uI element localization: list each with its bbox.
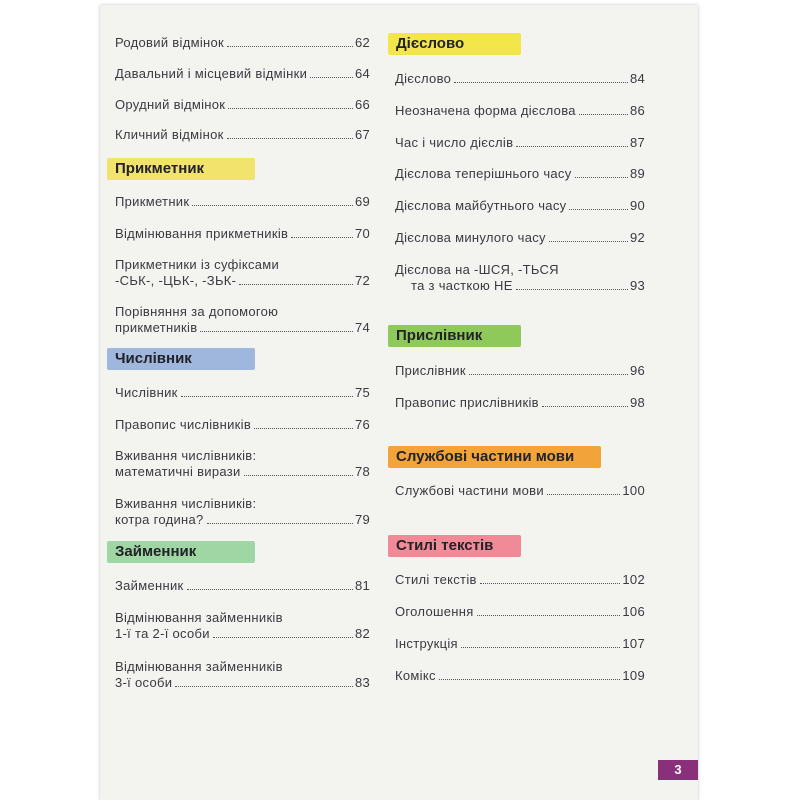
leader-dots — [575, 177, 628, 178]
toc-entry — [115, 417, 370, 433]
entry-page: 109 — [622, 668, 645, 683]
toc-entry — [115, 448, 370, 480]
entry-title-line1: Відмінювання займенників — [115, 610, 283, 625]
leader-dots — [227, 138, 353, 139]
entry-page: 62 — [354, 35, 370, 50]
leader-dots — [239, 284, 353, 285]
leader-dots — [187, 589, 353, 590]
entry-page: 82 — [354, 626, 370, 641]
entry-title: прикметників — [115, 320, 198, 335]
toc-entry — [395, 483, 645, 499]
entry-title: Прислівник — [395, 363, 466, 378]
entry-page: 93 — [629, 278, 645, 293]
entry-page: 86 — [629, 103, 645, 118]
entry-title-line1: Дієслова на -ШСЯ, -ТЬСЯ — [395, 262, 559, 277]
toc-entry — [395, 71, 645, 87]
toc-entry — [395, 103, 645, 119]
entry-page: 107 — [622, 636, 645, 651]
toc-entry — [115, 194, 370, 210]
entry-page: 70 — [354, 226, 370, 241]
section-heading-verb: Дієслово — [388, 33, 521, 55]
toc-entry — [395, 230, 645, 246]
section-heading-numeral: Числівник — [107, 348, 255, 370]
toc-entry — [115, 304, 370, 336]
entry-title: Комікс — [395, 668, 436, 683]
entry-title: Неозначена форма дієслова — [395, 103, 576, 118]
entry-title: Стилі текстів — [395, 572, 477, 587]
entry-title-line1: Вживання числівників: — [115, 496, 257, 511]
leader-dots — [175, 686, 353, 687]
entry-page: 78 — [354, 464, 370, 479]
entry-title: математичні вирази — [115, 464, 241, 479]
entry-title: Прикметник — [115, 194, 190, 209]
entry-title: Займенник — [115, 578, 184, 593]
entry-title: Правопис числівників — [115, 417, 252, 432]
toc-entry — [115, 66, 370, 82]
page-number-badge: 3 — [658, 760, 698, 780]
entry-page: 100 — [622, 483, 645, 498]
entry-page: 83 — [354, 675, 370, 690]
leader-dots — [181, 396, 353, 397]
entry-title-line1: Вживання числівників: — [115, 448, 257, 463]
section-heading-adjective: Прикметник — [107, 158, 255, 180]
leader-dots — [254, 428, 353, 429]
section-heading-adverb: Прислівник — [388, 325, 521, 347]
toc-entry — [115, 578, 370, 594]
leader-dots — [516, 289, 628, 290]
toc-entry — [115, 127, 370, 143]
entry-title: Оголошення — [395, 604, 474, 619]
entry-title: Дієслова минулого часу — [395, 230, 546, 245]
entry-title: Правопис прислівників — [395, 395, 539, 410]
entry-page: 98 — [629, 395, 645, 410]
entry-page: 69 — [354, 194, 370, 209]
entry-page: 102 — [622, 572, 645, 587]
toc-entry — [395, 166, 645, 182]
leader-dots — [542, 406, 628, 407]
entry-title: 1-ї та 2-ї особи — [115, 626, 210, 641]
leader-dots — [579, 114, 628, 115]
toc-entry — [395, 395, 645, 411]
toc-entry — [395, 135, 645, 151]
entry-page: 75 — [354, 385, 370, 400]
entry-page: 84 — [629, 71, 645, 86]
entry-page: 89 — [629, 166, 645, 181]
leader-dots — [228, 108, 353, 109]
entry-title: та з часткою НЕ — [411, 278, 513, 293]
entry-page: 79 — [354, 512, 370, 527]
entry-page: 106 — [622, 604, 645, 619]
toc-entry — [395, 572, 645, 588]
section-heading-text-styles: Стилі текстів — [388, 535, 521, 557]
toc-entry — [115, 226, 370, 242]
toc-entry — [395, 198, 645, 214]
entry-title: Родовий відмінок — [115, 35, 225, 50]
leader-dots — [200, 331, 353, 332]
entry-page: 81 — [354, 578, 370, 593]
entry-title: Числівник — [115, 385, 178, 400]
entry-title: -СЬК-, -ЦЬК-, -ЗЬК- — [115, 273, 237, 288]
entry-title: Дієслова теперішнього часу — [395, 166, 572, 181]
section-heading-pronoun: Займенник — [107, 541, 255, 563]
leader-dots — [310, 77, 353, 78]
entry-page: 76 — [354, 417, 370, 432]
toc-entry — [395, 262, 645, 294]
leader-dots — [549, 241, 628, 242]
entry-title: Кличний відмінок — [115, 127, 224, 142]
entry-page: 92 — [629, 230, 645, 245]
entry-page: 74 — [354, 320, 370, 335]
leader-dots — [569, 209, 628, 210]
leader-dots — [439, 679, 621, 680]
leader-dots — [227, 46, 353, 47]
toc-entry — [395, 604, 645, 620]
toc-entry — [115, 257, 370, 289]
toc-entry — [395, 636, 645, 652]
entry-title: Дієслово — [395, 71, 452, 86]
leader-dots — [516, 146, 628, 147]
leader-dots — [477, 615, 621, 616]
entry-title-line1: Порівняння за допомогою — [115, 304, 279, 319]
leader-dots — [461, 647, 621, 648]
toc-entry — [395, 668, 645, 684]
entry-title-line1: Прикметники із суфіксами — [115, 257, 280, 272]
entry-page: 67 — [354, 127, 370, 142]
leader-dots — [207, 523, 353, 524]
leader-dots — [192, 205, 353, 206]
entry-title: Орудний відмінок — [115, 97, 226, 112]
leader-dots — [213, 637, 353, 638]
leader-dots — [244, 475, 353, 476]
toc-entry — [115, 35, 370, 51]
entry-title: Давальний і місцевий відмінки — [115, 66, 308, 81]
entry-title: Дієслова майбутнього часу — [395, 198, 567, 213]
toc-entry — [115, 97, 370, 113]
book-page — [100, 5, 698, 800]
entry-title: котра година? — [115, 512, 204, 527]
entry-page: 66 — [354, 97, 370, 112]
toc-entry — [115, 385, 370, 401]
entry-title: Службові частини мови — [395, 483, 544, 498]
toc-entry — [395, 363, 645, 379]
entry-page: 72 — [354, 273, 370, 288]
entry-page: 90 — [629, 198, 645, 213]
leader-dots — [454, 82, 628, 83]
leader-dots — [469, 374, 628, 375]
entry-title: Час і число дієслів — [395, 135, 514, 150]
toc-entry — [115, 496, 370, 528]
leader-dots — [547, 494, 620, 495]
entry-title: Відмінювання прикметників — [115, 226, 289, 241]
entry-title: 3-ї особи — [115, 675, 173, 690]
leader-dots — [480, 583, 621, 584]
toc-entry — [115, 659, 370, 691]
entry-title: Інструкція — [395, 636, 458, 651]
entry-page: 87 — [629, 135, 645, 150]
section-heading-function-words: Службові частини мови — [388, 446, 601, 468]
leader-dots — [291, 237, 353, 238]
entry-page: 96 — [629, 363, 645, 378]
entry-title-line1: Відмінювання займенників — [115, 659, 283, 674]
entry-page: 64 — [354, 66, 370, 81]
toc-entry — [115, 610, 370, 642]
